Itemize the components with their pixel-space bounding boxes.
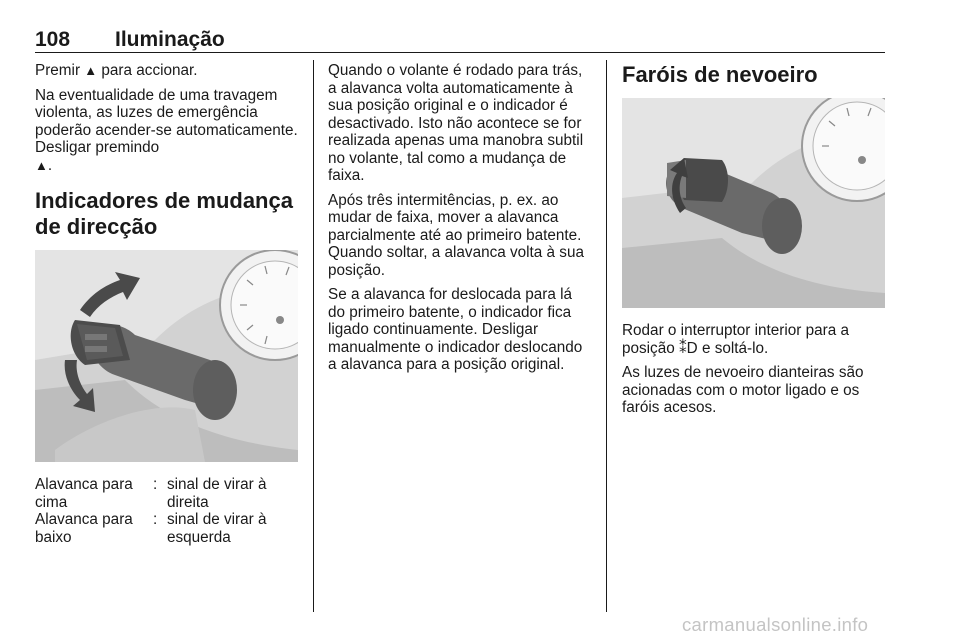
watermark: carmanualsonline.info bbox=[682, 614, 869, 635]
paragraph: Se a alavanca for deslocada para lá do primeiro batente, o indicador fica ligado continuamente. Desligar manualmente o indicador deslocando a alavanca para a posição original. bbox=[328, 286, 583, 373]
column-3 bbox=[622, 62, 887, 424]
section-title: Iluminação bbox=[115, 28, 225, 51]
fog-light-icon: ⁑D bbox=[678, 339, 698, 357]
paragraph: As luzes de nevoeiro dianteiras são acionadas com o motor ligado e os faróis acesos. bbox=[622, 364, 864, 416]
page-header bbox=[35, 28, 885, 53]
text-span: Na eventualidade de uma travagem violenta, as luzes de emergência poderão acender-se automaticamente. Desligar premindo bbox=[35, 86, 298, 156]
text-span: . bbox=[47, 156, 53, 174]
text-span: para accionar. bbox=[101, 62, 198, 79]
table-value: sinal de virar à direita bbox=[167, 476, 267, 511]
table-row bbox=[35, 511, 298, 546]
hazard-warning-icon: ▲ bbox=[35, 157, 48, 173]
paragraph: Quando o volante é rodado para trás, a alavanca volta automaticamente à sua posição original e o indicador é desactivado. Isto não acontece se for realizada apenas uma manobra subtil no volante, tal como a mudança de faixa. bbox=[328, 62, 584, 184]
turn-signal-lever-illustration bbox=[35, 250, 298, 462]
column-divider-2 bbox=[606, 60, 607, 612]
column-2 bbox=[328, 62, 593, 381]
hazard-warning-icon: ▲ bbox=[84, 63, 98, 78]
lever-function-table bbox=[35, 476, 298, 546]
emergency-paragraph bbox=[35, 87, 300, 175]
table-separator: : bbox=[153, 476, 158, 493]
text-span: Rodar o interruptor interior para a posição bbox=[622, 322, 850, 357]
paragraph: Após três intermitências, p. ex. ao mudar de faixa, mover a alavanca parcialmente até ao primeiro batente. Quando soltar, a alavanca volta à sua posição. bbox=[328, 191, 584, 279]
fog-light-switch-illustration bbox=[622, 98, 885, 308]
table-key: Alavanca para baixo bbox=[35, 511, 133, 546]
turn-signals-heading: Indicadores de mudança de direcção bbox=[35, 188, 293, 239]
column-1 bbox=[35, 62, 300, 546]
column-divider-1 bbox=[313, 60, 314, 612]
text-span: Premir bbox=[35, 62, 81, 79]
text-span: e soltá-lo. bbox=[701, 339, 769, 357]
fog-switch-paragraph bbox=[622, 322, 887, 357]
table-row bbox=[35, 476, 298, 511]
table-separator: : bbox=[153, 511, 158, 528]
table-key: Alavanca para cima bbox=[35, 476, 133, 511]
table-value: sinal de virar à esquerda bbox=[167, 511, 267, 546]
fog-lights-heading: Faróis de nevoeiro bbox=[622, 62, 818, 87]
page-number: 108 bbox=[35, 28, 71, 51]
hazard-paragraph bbox=[35, 62, 300, 80]
